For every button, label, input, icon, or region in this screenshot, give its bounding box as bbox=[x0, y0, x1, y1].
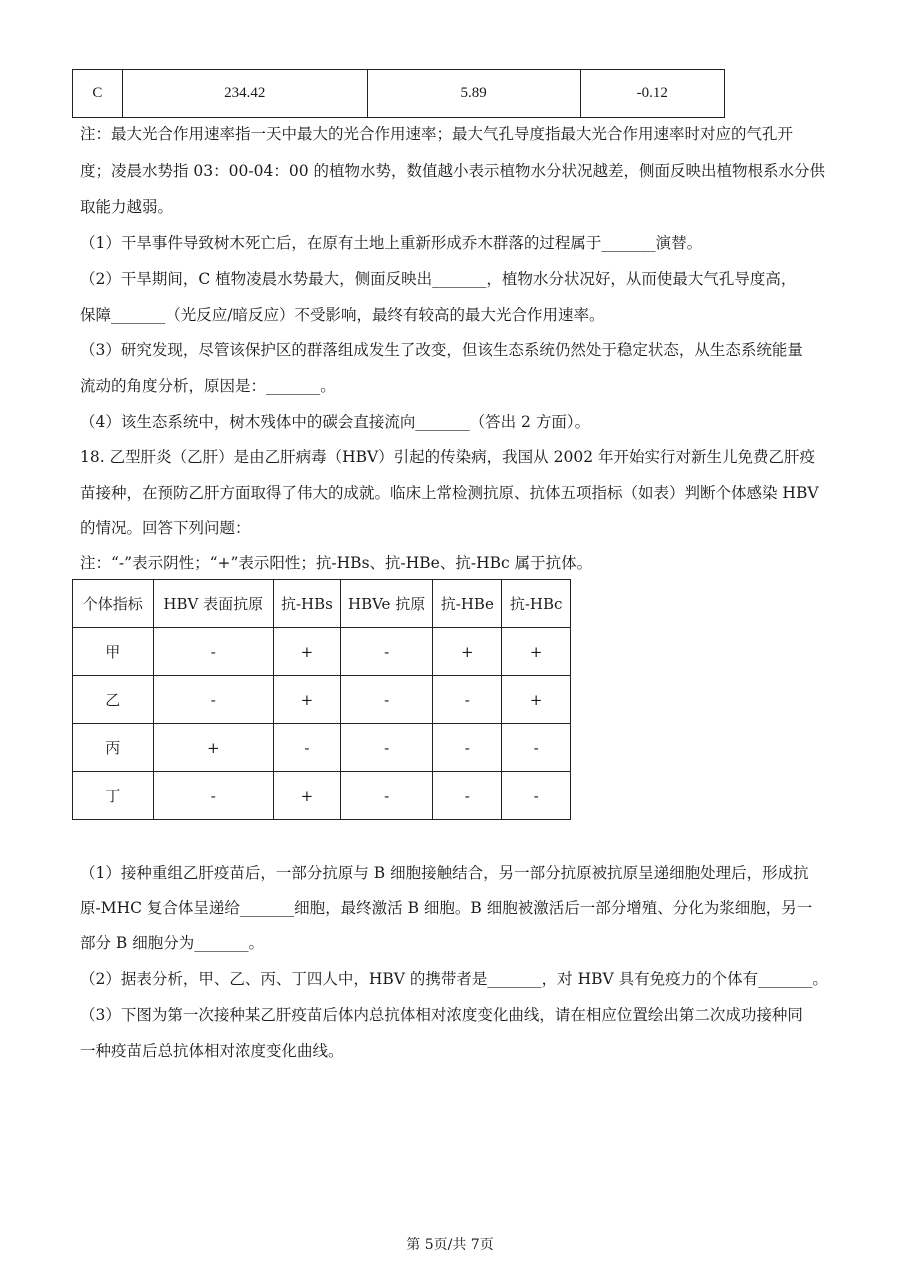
page-footer: 第 5页/共 7页 bbox=[406, 1237, 494, 1253]
table-cell: 丙 bbox=[73, 724, 154, 772]
question-line: （1）干旱事件导致树木死亡后，在原有土地上重新形成乔木群落的过程属于_______演替。 bbox=[80, 234, 703, 252]
question-line: 的情况。回答下列问题： bbox=[80, 519, 251, 537]
table-cell: + bbox=[433, 628, 502, 676]
table-header: 抗-HBe bbox=[433, 580, 502, 628]
table-cell: + bbox=[274, 628, 341, 676]
table-cell: -0.12 bbox=[580, 70, 724, 118]
table-cell: + bbox=[274, 676, 341, 724]
table-cell: - bbox=[340, 628, 433, 676]
table-cell: 5.89 bbox=[367, 70, 580, 118]
table-row bbox=[73, 70, 725, 118]
table-row bbox=[73, 676, 571, 724]
table-cell: - bbox=[502, 724, 571, 772]
question-line: （2）据表分析，甲、乙、丙、丁四人中，HBV 的携带者是_______，对 HBV 具有免疫力的个体有_______。 bbox=[80, 970, 828, 988]
question-line: （1）接种重组乙肝疫苗后，一部分抗原与 B 细胞接触结合，另一部分抗原被抗原呈递细胞处理后，形成抗 bbox=[80, 864, 809, 882]
hbv-table bbox=[72, 579, 571, 820]
question-line: 苗接种，在预防乙肝方面取得了伟大的成就。临床上常检测抗原、抗体五项指标（如表）判断个体感染 HBV bbox=[80, 484, 819, 502]
question-line: 18. 乙型肝炎（乙肝）是由乙肝病毒（HBV）引起的传染病，我国从 2002 年开始实行对新生儿免费乙肝疫 bbox=[80, 448, 815, 466]
table-cell: + bbox=[153, 724, 273, 772]
table-cell: - bbox=[153, 676, 273, 724]
table-cell: - bbox=[340, 724, 433, 772]
table-header: 个体指标 bbox=[73, 580, 154, 628]
table-cell: - bbox=[153, 772, 273, 820]
table-cell: + bbox=[502, 676, 571, 724]
question-line: 保障_______（光反应/暗反应）不受影响，最终有较高的最大光合作用速率。 bbox=[80, 306, 605, 324]
table-row bbox=[73, 772, 571, 820]
table-cell: 乙 bbox=[73, 676, 154, 724]
table-cell: 甲 bbox=[73, 628, 154, 676]
table-cell: - bbox=[433, 772, 502, 820]
table-row bbox=[73, 724, 571, 772]
data-table-top bbox=[72, 69, 725, 118]
question-line: 流动的角度分析，原因是：_______。 bbox=[80, 377, 336, 395]
question-line: （4）该生态系统中，树木残体中的碳会直接流向_______（答出 2 方面）。 bbox=[80, 413, 591, 431]
table-cell: - bbox=[433, 724, 502, 772]
table-cell: 234.42 bbox=[122, 70, 367, 118]
table-cell: C bbox=[73, 70, 123, 118]
table-header-row bbox=[73, 580, 571, 628]
question-line: 原-MHC 复合体呈递给_______细胞，最终激活 B 细胞。B 细胞被激活后一部分增殖、分化为浆细胞，另一 bbox=[80, 899, 813, 917]
note-line: 注：“-”表示阴性；“+”表示阳性；抗-HBs、抗-HBe、抗-HBc 属于抗体。 bbox=[80, 554, 593, 572]
table-cell: - bbox=[433, 676, 502, 724]
table-header: HBVe 抗原 bbox=[340, 580, 433, 628]
note-line: 度；凌晨水势指 03：00-04：00 的植物水势，数值越小表示植物水分状况越差，侧面反映出植物根系水分供 bbox=[80, 162, 825, 180]
table-header: 抗-HBs bbox=[274, 580, 341, 628]
question-line: （3）下图为第一次接种某乙肝疫苗后体内总抗体相对浓度变化曲线，请在相应位置绘出第二次成功接种同 bbox=[80, 1006, 803, 1024]
table-cell: - bbox=[340, 772, 433, 820]
question-line: （3）研究发现，尽管该保护区的群落组成发生了改变，但该生态系统仍然处于稳定状态，从生态系统能量 bbox=[80, 341, 803, 359]
question-line: 一种疫苗后总抗体相对浓度变化曲线。 bbox=[80, 1042, 344, 1060]
table-cell: - bbox=[340, 676, 433, 724]
note-line: 取能力越弱。 bbox=[80, 198, 174, 216]
note-line: 注：最大光合作用速率指一天中最大的光合作用速率；最大气孔导度指最大光合作用速率时对应的气孔开 bbox=[80, 125, 794, 143]
table-cell: - bbox=[502, 772, 571, 820]
table-header: 抗-HBc bbox=[502, 580, 571, 628]
table-cell: - bbox=[153, 628, 273, 676]
table-header: HBV 表面抗原 bbox=[153, 580, 273, 628]
table-row bbox=[73, 628, 571, 676]
table-cell: 丁 bbox=[73, 772, 154, 820]
question-line: （2）干旱期间，C 植物凌晨水势最大，侧面反映出_______，植物水分状况好，从而使最大气孔导度高， bbox=[80, 270, 797, 288]
question-line: 部分 B 细胞分为_______。 bbox=[80, 934, 264, 952]
table-cell: - bbox=[274, 724, 341, 772]
table-cell: + bbox=[502, 628, 571, 676]
table-cell: + bbox=[274, 772, 341, 820]
